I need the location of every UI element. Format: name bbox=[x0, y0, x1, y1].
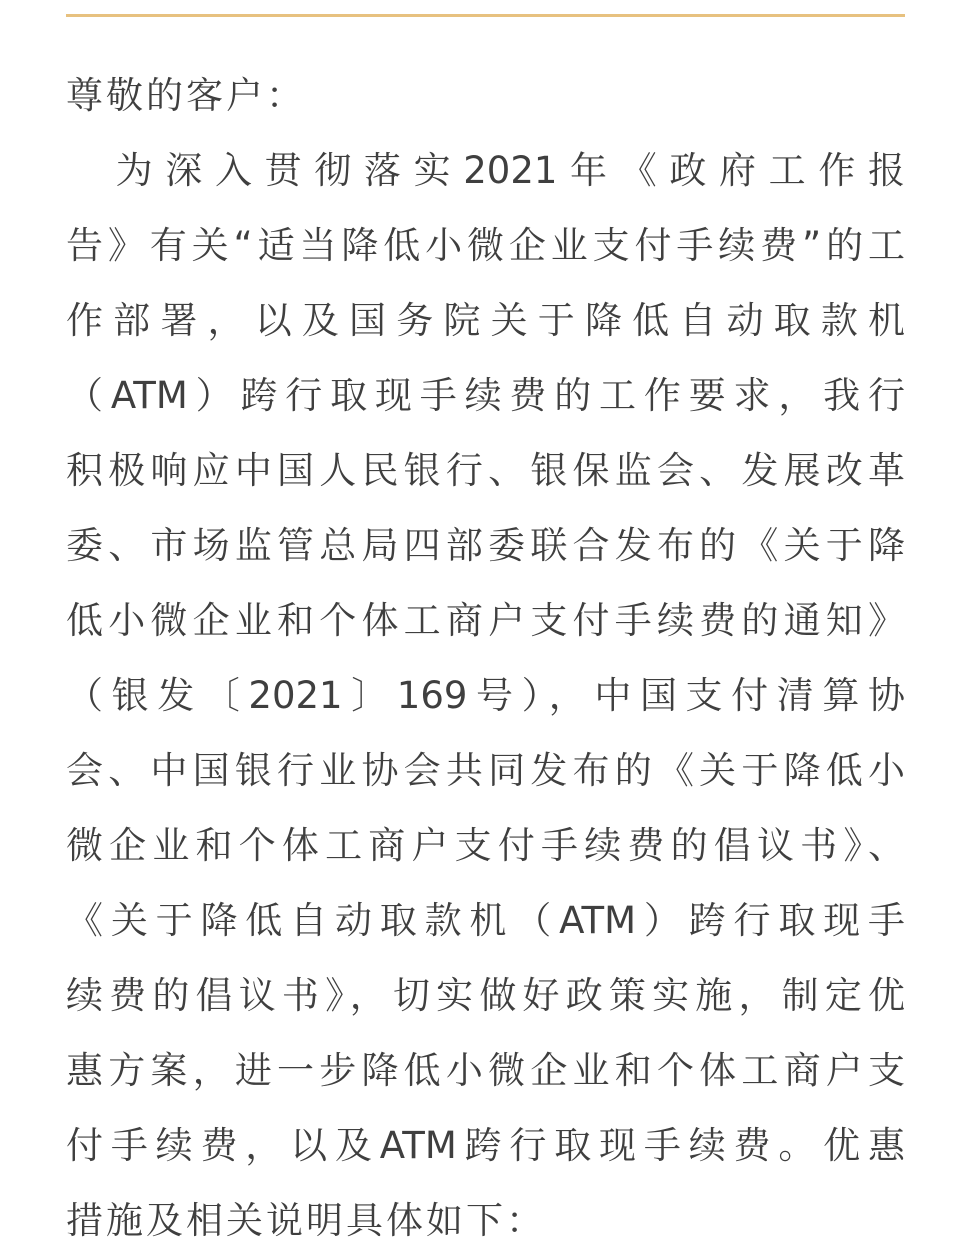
body-line: 低小微企业和个体工商户支付手续费的通知》 bbox=[66, 599, 905, 642]
body-line: 委、市场监管总局四部委联合发布的《关于降 bbox=[66, 524, 905, 567]
body-line: 《关于降低自动取款机（ATM）跨行取现手 bbox=[66, 899, 905, 942]
notice-body bbox=[66, 58, 905, 1258]
body-line: 积极响应中国人民银行、银保监会、发展改革 bbox=[66, 449, 905, 492]
body-line-last: 措施及相关说明具体如下： bbox=[66, 1199, 546, 1242]
body-line: 惠方案，进一步降低小微企业和个体工商户支 bbox=[66, 1049, 905, 1092]
body-line: 会、中国银行业协会共同发布的《关于降低小 bbox=[66, 749, 905, 792]
top-divider bbox=[66, 14, 905, 17]
body-line: 告》有关“适当降低小微企业支付手续费”的工 bbox=[66, 224, 905, 267]
body-line: 付手续费，以及ATM跨行取现手续费。优惠 bbox=[66, 1124, 905, 1167]
body-line: （银发〔2021〕169号），中国支付清算协 bbox=[66, 674, 905, 717]
body-line: 为深入贯彻落实2021年《政府工作报 bbox=[66, 149, 905, 192]
greeting: 尊敬的客户： bbox=[66, 74, 306, 117]
body-line: 微企业和个体工商户支付手续费的倡议书》、 bbox=[66, 824, 905, 867]
body-line: 续费的倡议书》，切实做好政策实施，制定优 bbox=[66, 974, 905, 1017]
body-line: （ATM）跨行取现手续费的工作要求，我行 bbox=[66, 374, 905, 417]
body-line: 作部署，以及国务院关于降低自动取款机 bbox=[66, 299, 905, 342]
